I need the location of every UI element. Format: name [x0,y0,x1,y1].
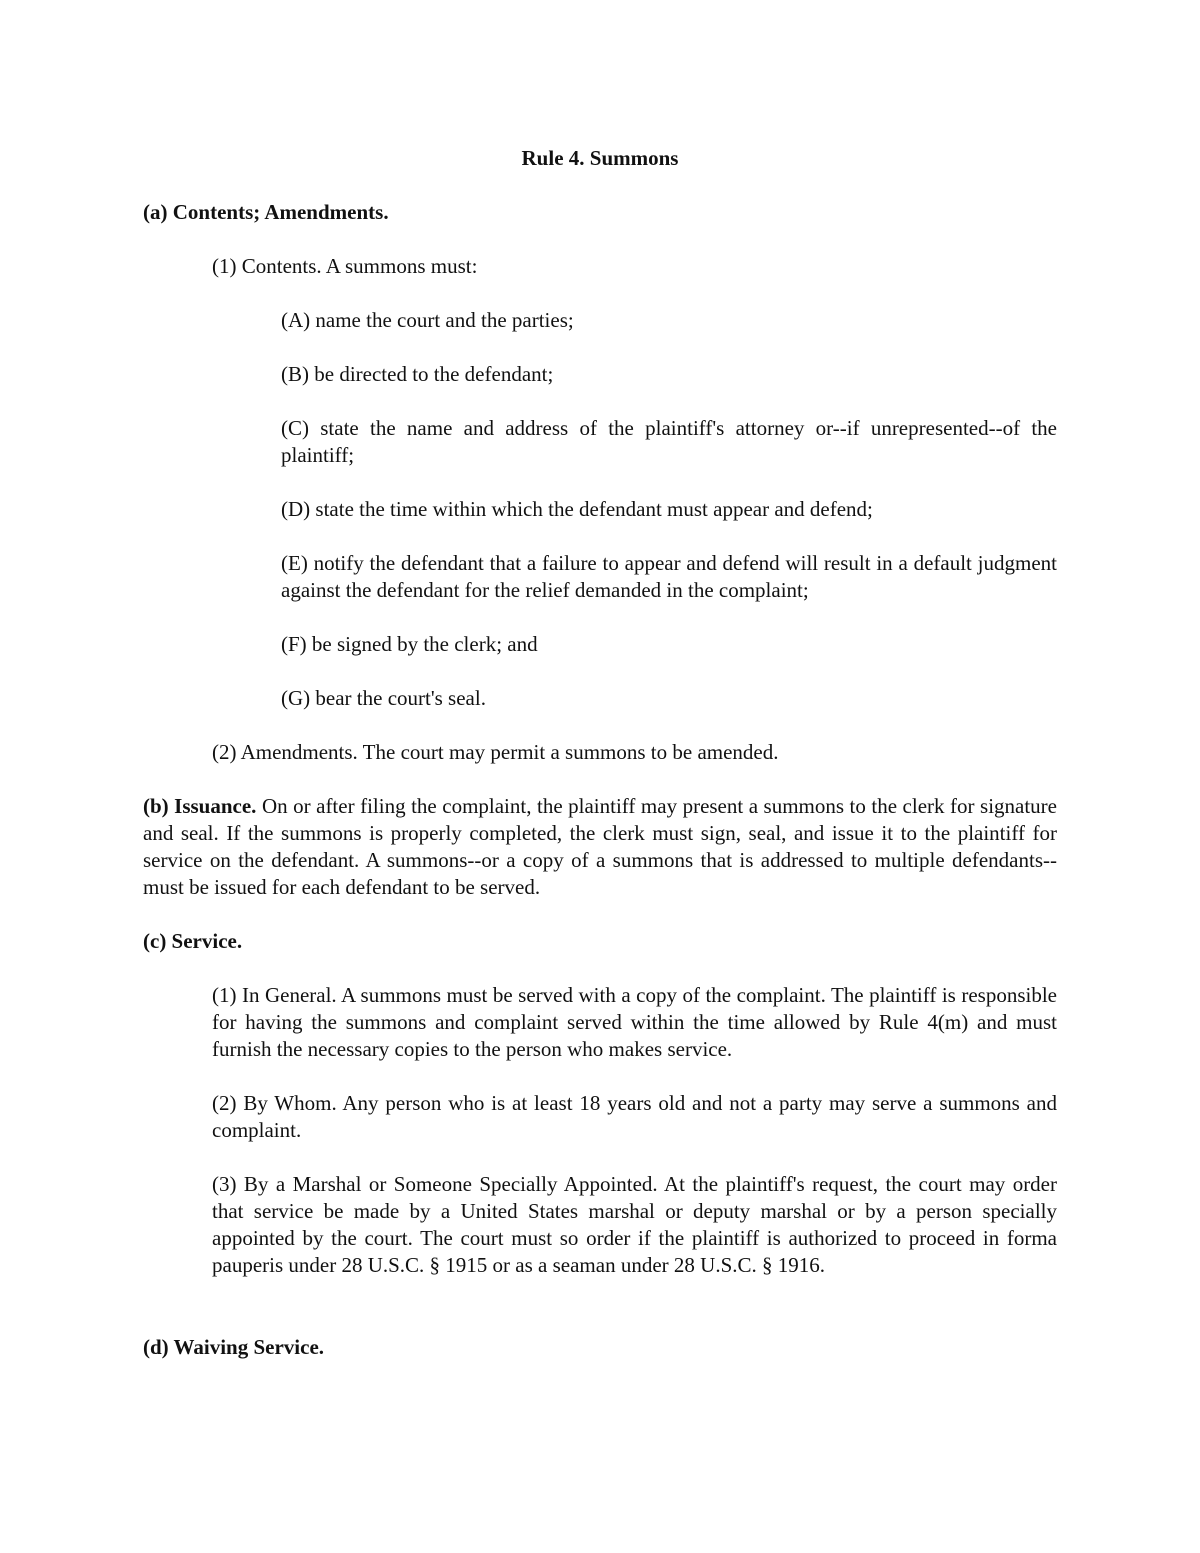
section-c-item-2: (2) By Whom. Any person who is at least 18 years old and not a party may serve a summons and complaint. [212,1091,1057,1142]
section-c-heading: (c) Service. [143,929,243,953]
section-b-paragraph [143,793,1057,901]
section-b-heading: (b) Issuance. [143,794,257,818]
section-a-heading: (a) Contents; Amendments. [143,200,389,224]
section-d-heading: (d) Waiving Service. [143,1335,325,1359]
subitem-a: (A) name the court and the parties; [281,308,574,332]
subitem-e: (E) notify the defendant that a failure to appear and defend will result in a default judgment against the defendant for the relief demanded in the complaint; [281,551,1057,602]
section-c-item-1: (1) In General. A summons must be served with a copy of the complaint. The plaintiff is responsible for having the summons and complaint served within the time allowed by Rule 4(m) and must furnish the necessary copies to the person who makes service. [212,983,1057,1061]
subitem-b: (B) be directed to the defendant; [281,362,554,386]
section-c-item-3: (3) By a Marshal or Someone Specially Appointed. At the plaintiff's request, the court may order that service be made by a United States marshal or deputy marshal or by a person specially appointed by the court. The court must so order if the plaintiff is authorized to proceed in forma pauperis under 28 U.S.C. § 1915 or as a seaman under 28 U.S.C. § 1916. [212,1172,1057,1277]
subitem-d: (D) state the time within which the defendant must appear and defend; [281,497,873,521]
section-a-item-1: (1) Contents. A summons must: [212,254,478,278]
subitem-c: (C) state the name and address of the plaintiff's attorney or--if unrepresented--of the plaintiff; [281,416,1057,467]
section-b-text: On or after filing the complaint, the plaintiff may present a summons to the clerk for signature and seal. If the summons is properly completed, the clerk must sign, seal, and issue it to the plaintiff for service on the defendant. A summons--or a copy of a summons that is addressed to multiple defendants--must be issued for each defendant to be served. [143,794,1057,899]
subitem-g: (G) bear the court's seal. [281,686,486,710]
page-title: Rule 4. Summons [521,146,679,170]
section-a-item-2: (2) Amendments. The court may permit a summons to be amended. [212,740,779,764]
subitem-f: (F) be signed by the clerk; and [281,632,538,656]
